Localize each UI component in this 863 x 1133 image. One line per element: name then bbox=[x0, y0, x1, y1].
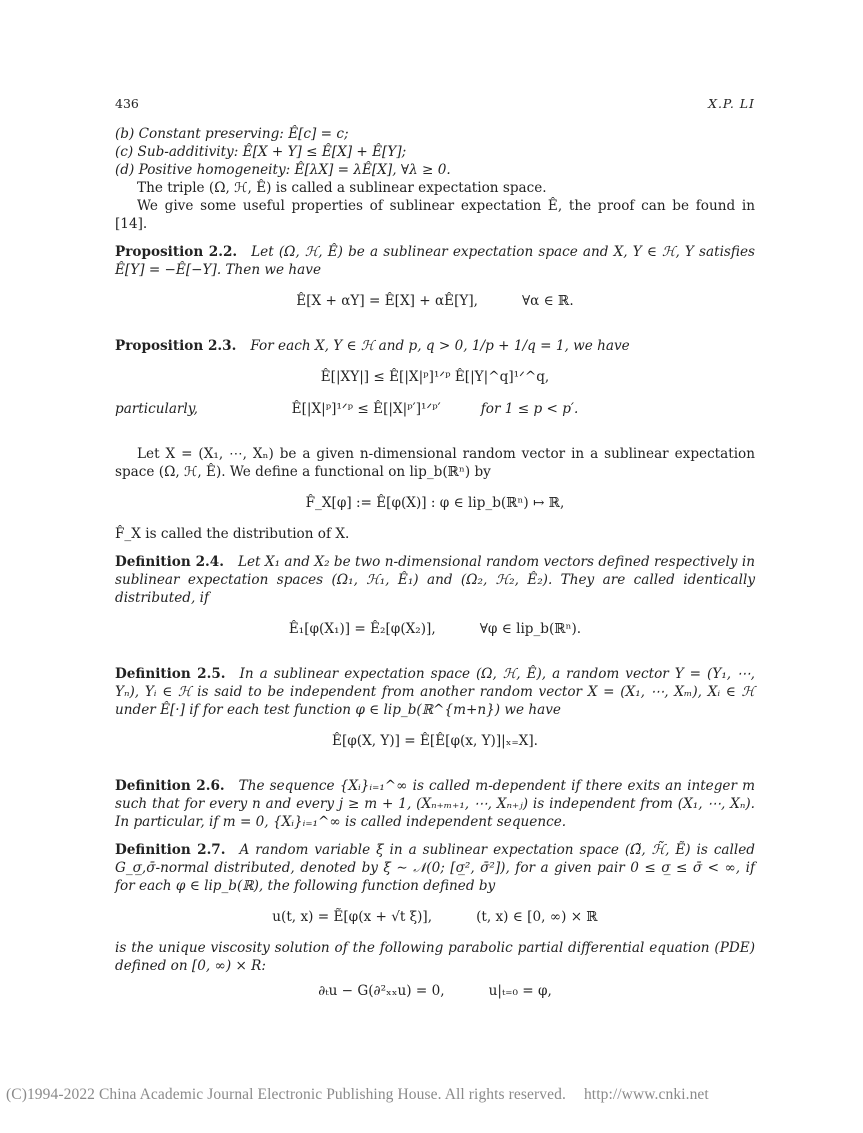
definition-2-5 bbox=[115, 665, 755, 719]
triple-sentence: The triple (Ω, ℋ, Ê) is called a sublinear expectation space. bbox=[137, 180, 547, 196]
useful-sentence: We give some useful properties of sublinear expectation Ê, the proof can be found in [14]. bbox=[115, 198, 755, 232]
equation-independence bbox=[115, 731, 755, 751]
equation-functional-body: F̂_X[φ] := Ê[φ(X)] : φ ∈ lip_b(ℝⁿ) ↦ ℝ, bbox=[305, 495, 565, 511]
equation-holder-body: Ê[|XY|] ≤ Ê[|X|ᵖ]¹ᐟᵖ Ê[|Y|^q]¹ᐟ^q, bbox=[320, 369, 550, 385]
proposition-2-2-text: Let (Ω, ℋ, Ê) be a sublinear expectation space and X, Y ∈ ℋ, Y satisfies Ê[Y] = −Ê[−Y]. Then we have bbox=[115, 244, 755, 278]
definition-2-4 bbox=[115, 553, 755, 607]
vector-paragraph: Let X = (X₁, ⋯, Xₙ) be a given n-dimensional random vector in a sublinear expectation space (Ω, ℋ, Ê). We define a functional on lip_b(ℝⁿ) by bbox=[115, 446, 755, 480]
equation-particular bbox=[115, 399, 755, 419]
equation-identical-left: Ê₁[φ(X₁)] = Ê₂[φ(X₂)], bbox=[288, 621, 436, 637]
page-header bbox=[115, 96, 755, 111]
equation-holder bbox=[115, 367, 755, 387]
copyright-footer bbox=[6, 1086, 857, 1104]
definition-2-6 bbox=[115, 777, 755, 831]
equation-identical bbox=[115, 619, 755, 639]
definition-2-5-head: Definition 2.5. bbox=[115, 666, 226, 682]
running-head: X.P. LI bbox=[708, 96, 755, 111]
page-number: 436 bbox=[115, 96, 139, 111]
equation-pde-right: u|ₜ₌₀ = φ, bbox=[488, 983, 552, 999]
equation-identical-right: ∀φ ∈ lip_b(ℝⁿ). bbox=[479, 621, 582, 637]
definition-2-7-text2: is the unique viscosity solution of the following parabolic partial differential equation (PDE) defined on [0, ∞) × R: bbox=[115, 940, 755, 974]
equation-pde bbox=[115, 981, 755, 1001]
definition-2-4-text: Let X₁ and X₂ be two n-dimensional random vectors defined respectively in sublinear expectation spaces (Ω₁, ℋ₁, Ê₁) and (Ω₂, ℋ₂, Ê₂). They are called identically distributed, if bbox=[115, 554, 755, 606]
proposition-2-3 bbox=[115, 337, 755, 355]
equation-independence-body: Ê[φ(X, Y)] = Ê[Ê[φ(x, Y)]|ₓ₌X]. bbox=[332, 733, 538, 749]
proposition-2-3-text: For each X, Y ∈ ℋ and p, q > 0, 1/p + 1/q = 1, we have bbox=[250, 338, 630, 354]
footer-url[interactable]: http://www.cnki.net bbox=[583, 1086, 709, 1103]
definition-2-5-text: In a sublinear expectation space (Ω, ℋ, Ê), a random vector Y = (Y₁, ⋯, Yₙ), Yᵢ ∈ ℋ is said to be independent from another random vector X = (X₁, ⋯, Xₘ), Xᵢ ∈ ℋ under Ê[·] if for each test function φ ∈ lip_b(ℝ^{m+n}) we have bbox=[115, 666, 755, 718]
definition-2-7-head: Definition 2.7. bbox=[115, 842, 226, 858]
property-d: (d) Positive homogeneity: Ê[λX] = λÊ[X], ∀λ ≥ 0. bbox=[115, 162, 451, 178]
equation-particular-left: Ê[|X|ᵖ]¹ᐟᵖ ≤ Ê[|X|ᵖ′]¹ᐟᵖ′ bbox=[291, 401, 441, 417]
equation-prop-2-2-right: ∀α ∈ ℝ. bbox=[521, 293, 574, 309]
proposition-2-3-head: Proposition 2.3. bbox=[115, 338, 237, 354]
copyright-text: (C)1994-2022 China Academic Journal Electronic Publishing House. All rights reserved. bbox=[6, 1086, 566, 1103]
equation-prop-2-2 bbox=[115, 291, 755, 311]
definition-2-6-text: The sequence {Xᵢ}ᵢ₌₁^∞ is called m-dependent if there exits an integer m such that for every n and every j ≥ m + 1, (Xₙ₊ₘ₊₁, ⋯, Xₙ₊ⱼ) is independent from (X₁, ⋯, Xₙ). In particular, if m = 0, {Xᵢ}ᵢ₌₁^∞ is called independent sequence. bbox=[115, 778, 755, 830]
equation-u-left: u(t, x) = Ẽ[φ(x + √t ξ)], bbox=[272, 909, 433, 925]
paper-page bbox=[115, 96, 755, 1013]
distribution-sentence: F̂_X is called the distribution of X. bbox=[115, 526, 350, 542]
definition-2-4-head: Definition 2.4. bbox=[115, 554, 224, 570]
proposition-2-2 bbox=[115, 243, 755, 279]
property-b: (b) Constant preserving: Ê[c] = c; bbox=[115, 126, 349, 142]
proposition-2-2-head: Proposition 2.2. bbox=[115, 244, 238, 260]
equation-u-right: (t, x) ∈ [0, ∞) × ℝ bbox=[476, 909, 598, 925]
definition-2-6-head: Definition 2.6. bbox=[115, 778, 225, 794]
particularly-label: particularly, bbox=[115, 401, 198, 417]
equation-particular-right: for 1 ≤ p < p′. bbox=[480, 401, 579, 417]
equation-functional bbox=[115, 493, 755, 513]
equation-pde-left: ∂ₜu − G(∂²ₓₓu) = 0, bbox=[318, 983, 445, 999]
definition-2-7 bbox=[115, 841, 755, 895]
definition-2-7-text: A random variable ξ in a sublinear expectation space (Ω̃, ℋ̃, Ẽ) is called G_σ̲,σ̄-normal distributed, denoted by ξ ∼ 𝒩(0; [σ̲², σ̄²]), for a given pair 0 ≤ σ̲ ≤ σ̄ < ∞, if for each φ ∈ lip_b(ℝ), the following function defined by bbox=[115, 842, 755, 894]
property-c: (c) Sub-additivity: Ê[X + Y] ≤ Ê[X] + Ê[Y]; bbox=[115, 144, 407, 160]
equation-prop-2-2-left: Ê[X + αY] = Ê[X] + αÊ[Y], bbox=[296, 293, 478, 309]
equation-u bbox=[115, 907, 755, 927]
